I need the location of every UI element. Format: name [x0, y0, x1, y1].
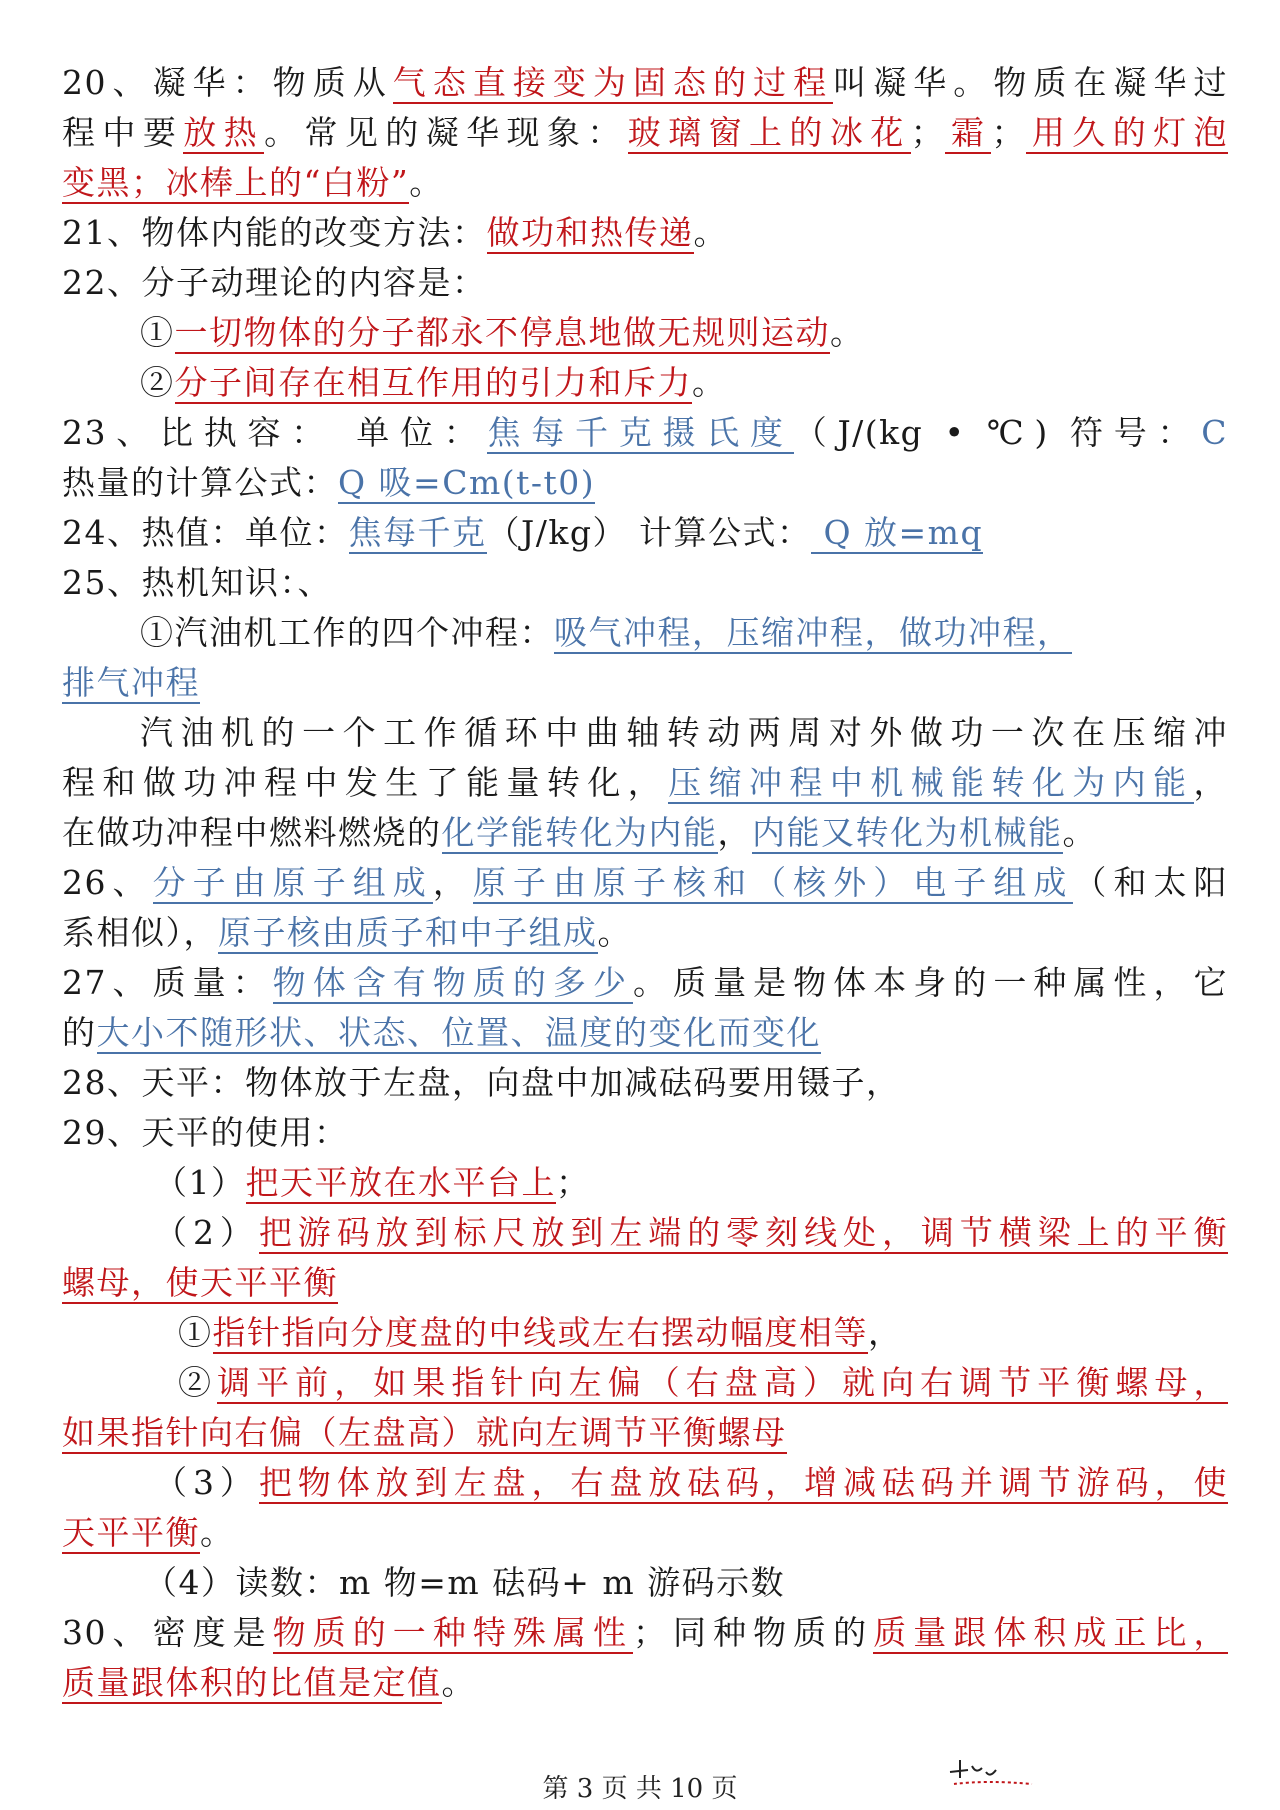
answer-underline: 内能又转化为机械能: [752, 813, 1063, 852]
handwritten-mark-icon: [946, 1752, 1036, 1792]
answer-underline: 玻璃窗上的冰花: [627, 113, 911, 152]
line-25: 25、热机知识：、: [62, 563, 332, 602]
answer-underline: 气态直接变为固态的过程: [392, 63, 834, 102]
line-29-h: 天平平衡。: [62, 1513, 235, 1552]
answer-underline: 分子间存在相互作用的引力和斥力: [174, 363, 692, 402]
answer-underline: 物体含有物质的多少: [272, 963, 633, 1002]
page-footer: 第 3 页 共 10 页: [542, 1774, 738, 1804]
answer-text: C: [1201, 413, 1228, 452]
line-22-a: ①一切物体的分子都永不停息地做无规则运动。: [140, 313, 865, 352]
answer-underline: 把物体放到左盘，右盘放砝码，增减砝码并调节游码，使: [258, 1463, 1228, 1502]
answer-underline: 吸气冲程，压缩冲程，做功冲程，: [554, 613, 1072, 652]
line-23-b: 热量的计算公式：Q 吸=Cm(t-t0): [62, 463, 596, 502]
answer-underline: 分子由原子组成: [152, 863, 433, 902]
line-29-f: [62, 1408, 1228, 1458]
line-25-e: 在做功冲程中燃料燃烧的化学能转化为内能，内能又转化为机械能。: [62, 813, 1097, 852]
line-29: 29、天平的使用：: [62, 1113, 349, 1152]
line-20-a: 20、凝华：物质从气态直接变为固态的过程叫凝华。物质在凝华过: [62, 63, 1228, 102]
line-30-b: 质量跟体积的比值是定值。: [62, 1663, 476, 1702]
line-29-g: （3）把物体放到左盘，右盘放砝码，增减砝码并调节游码，使: [154, 1463, 1228, 1502]
line-21: 21、物体内能的改变方法：做功和热传递。: [62, 213, 728, 252]
line-24: 24、热值：单位：焦每千克（J/kg） 计算公式： Q 放=mq: [62, 513, 984, 552]
line-29-a: （1）把天平放在水平台上；: [154, 1163, 591, 1202]
line-25-d: 程和做功冲程中发生了能量转化，压缩冲程中机械能转化为内能，: [62, 763, 1228, 802]
answer-underline: 用久的灯泡: [1025, 113, 1228, 152]
line-29-d: ①指针指向分度盘的中线或左右摆动幅度相等，: [178, 1313, 903, 1352]
line-20-c: 变黑；冰棒上的“白粉”。: [62, 163, 444, 202]
line-29-b: （2）把游码放到标尺放到左端的零刻线处，调节横梁上的平衡: [154, 1213, 1228, 1252]
answer-underline: 做功和热传递: [486, 213, 694, 252]
answer-underline: 放热: [183, 113, 265, 152]
answer-underline: 排气冲程: [62, 663, 200, 702]
line-25-a: ①汽油机工作的四个冲程：吸气冲程，压缩冲程，做功冲程，: [140, 613, 1072, 652]
answer-underline: 如果指针向右偏（左盘高）就向左调节平衡螺母: [62, 1413, 787, 1452]
answer-underline: 霜: [945, 113, 992, 152]
answer-underline: 化学能转化为内能: [441, 813, 718, 852]
line-30-a: 30、密度是物质的一种特殊属性；同种物质的质量跟体积成正比，: [62, 1613, 1228, 1652]
line-29-i: （4）读数：m 物=m 砝码+ m 游码示数: [144, 1563, 786, 1602]
line-20-b: 程中要放热。常见的凝华现象：玻璃窗上的冰花；霜；用久的灯泡: [62, 113, 1228, 152]
line-26-a: 26、分子由原子组成，原子由原子核和（核外）电子组成（和太阳: [62, 863, 1228, 902]
line-29-e: ②调平前，如果指针向左偏（右盘高）就向右调节平衡螺母，: [178, 1363, 1228, 1402]
line-27-b: 的大小不随形状、状态、位置、温度的变化而变化: [62, 1013, 821, 1052]
line-22-b: ②分子间存在相互作用的引力和斥力。: [140, 363, 727, 402]
answer-underline: 质量跟体积的比值是定值: [62, 1663, 442, 1702]
answer-underline: 一切物体的分子都永不停息地做无规则运动: [174, 313, 830, 352]
answer-underline: 压缩冲程中机械能转化为内能: [668, 763, 1194, 802]
answer-underline: 大小不随形状、状态、位置、温度的变化而变化: [96, 1013, 821, 1052]
line-25-b: [62, 658, 1228, 708]
answer-underline: 原子由原子核和（核外）电子组成: [472, 863, 1074, 902]
answer-underline: 把天平放在水平台上: [245, 1163, 556, 1202]
answer-underline: 焦每千克摄氏度: [487, 413, 794, 452]
line-26-b: 系相似），原子核由质子和中子组成。: [62, 913, 632, 952]
line-25-c: 汽油机的一个工作循环中曲轴转动两周对外做功一次在压缩冲: [140, 713, 1228, 752]
answer-underline: 调平前，如果指针向左偏（右盘高）就向右调节平衡螺母，: [217, 1363, 1228, 1402]
line-29-c: [62, 1258, 1228, 1308]
answer-underline: 指针指向分度盘的中线或左右摆动幅度相等: [212, 1313, 868, 1352]
answer-underline: 质量跟体积成正比，: [873, 1613, 1228, 1652]
answer-underline: 原子核由质子和中子组成: [218, 913, 598, 952]
answer-underline: 焦每千克: [348, 513, 487, 552]
line-27-a: 27、质量：物体含有物质的多少。质量是物体本身的一种属性，它: [62, 963, 1228, 1002]
answer-underline: 物质的一种特殊属性: [272, 1613, 633, 1652]
answer-underline: 天平平衡: [62, 1513, 200, 1552]
answer-underline: 螺母，使天平平衡: [62, 1263, 338, 1302]
answer-underline: Q 放=mq: [811, 513, 984, 552]
answer-underline: 变黑；冰棒上的“白粉”: [62, 163, 410, 202]
line-22: 22、分子动理论的内容是：: [62, 263, 487, 302]
answer-underline: 把游码放到标尺放到左端的零刻线处，调节横梁上的平衡: [258, 1213, 1228, 1252]
answer-underline: Q 吸=Cm(t-t0): [338, 463, 596, 502]
line-23-a: 23、比执容： 单位：焦每千克摄氏度（J/(kg • ℃) 符号：C: [62, 413, 1228, 452]
line-28: 28、天平：物体放于左盘，向盘中加减砝码要用镊子，: [62, 1063, 901, 1102]
